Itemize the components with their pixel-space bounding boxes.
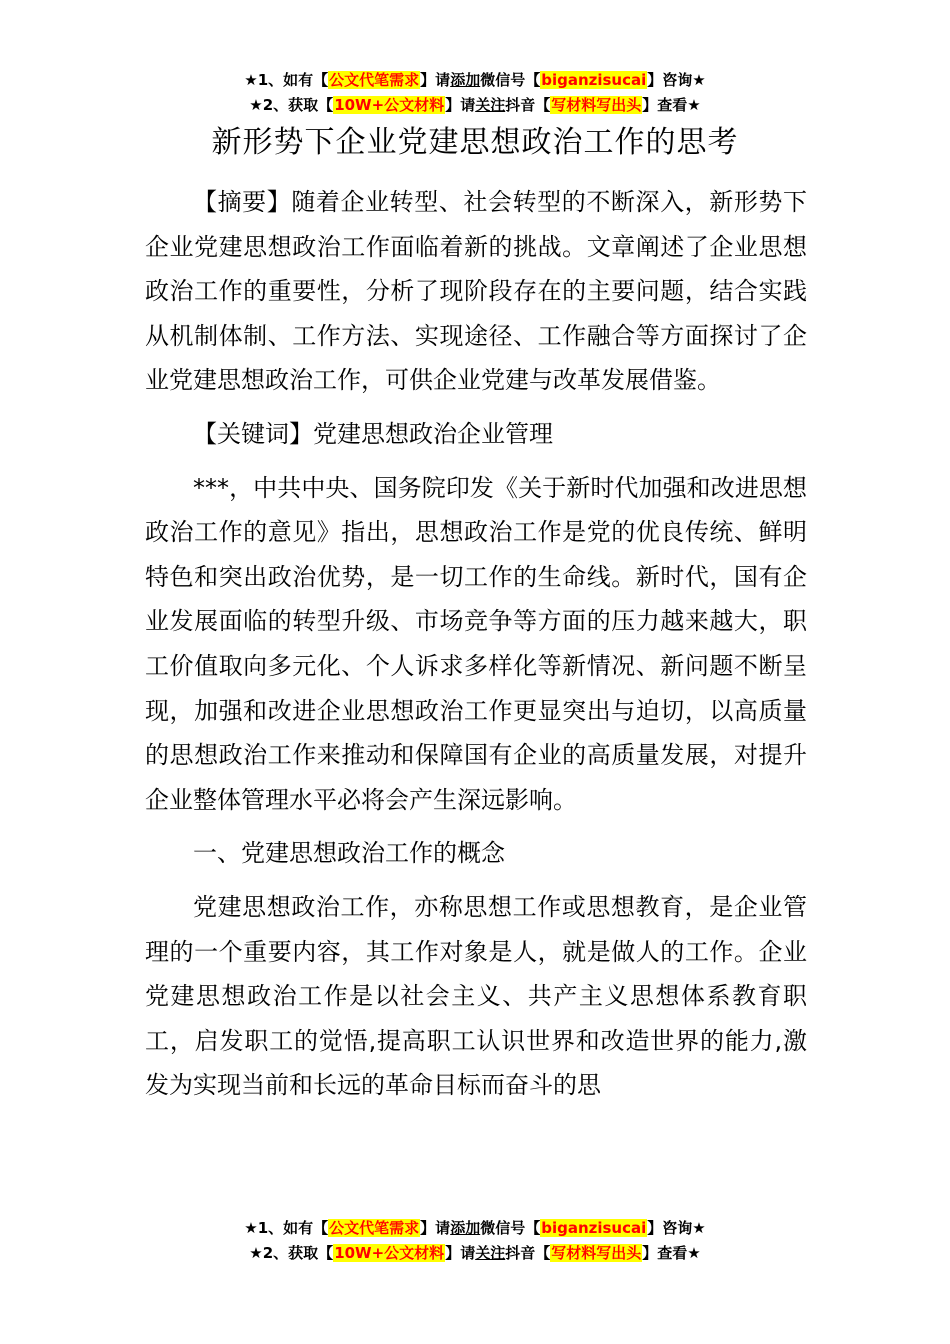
promo-text: ★2、获取【 bbox=[249, 1244, 334, 1262]
intro-paragraph: ***，中共中央、国务院印发《关于新时代加强和改进思想政治工作的意见》指出，思想政治工作是党的优良传统、鲜明特色和突出政治优势，是一切工作的生命线。新时代，国有企业发展面临的转型升级、市场竞争等方面的压力越来越大，职工价值取向多元化、个人诉求多样化等新情况、新问题不断呈现，加强和改进企业思想政治工作更显突出与迫切，以高质量的思想政治工作来推动和保障国有企业的高质量发展，对提升企业整体管理水平必将会产生深远影响。 bbox=[145, 473, 807, 814]
promo-highlight: 10W+公文材料 bbox=[334, 1244, 445, 1262]
section-heading: 一、党建思想政治工作的概念 bbox=[193, 839, 505, 868]
promo-text: 】请 bbox=[445, 1244, 476, 1262]
promo-highlight: 10W+公文材料 bbox=[334, 96, 445, 114]
promo-text: 】查看★ bbox=[642, 96, 701, 114]
section-body-paragraph: 党建思想政治工作，亦称思想工作或思想教育，是企业管理的一个重要内容，其工作对象是人，就是做人的工作。企业党建思想政治工作是以社会主义、共产主义思想体系教育职工，启发职工的觉悟,提高职工认识世界和改造世界的能力,激发为实现当前和长远的革命目标而奋斗的思 bbox=[145, 892, 807, 1100]
promo-text: 】咨询★ bbox=[647, 71, 706, 89]
promo-text: 】咨询★ bbox=[647, 1219, 706, 1237]
promo-text: 抖音【 bbox=[505, 96, 551, 114]
promo-line-1 bbox=[0, 1216, 950, 1241]
promo-douyin-id: 写材料写出头 bbox=[551, 96, 642, 114]
promo-footer bbox=[0, 1216, 950, 1266]
promo-highlight: 公文代笔需求 bbox=[329, 71, 420, 89]
document-body bbox=[145, 180, 807, 1108]
promo-wechat-id: biganzisucai bbox=[541, 71, 647, 89]
promo-douyin-id: 写材料写出头 bbox=[551, 1244, 642, 1262]
promo-highlight: 公文代笔需求 bbox=[329, 1219, 420, 1237]
promo-underline: 添加 bbox=[450, 1219, 481, 1237]
promo-text: ★1、如有【 bbox=[244, 71, 329, 89]
promo-text: 】请 bbox=[445, 96, 476, 114]
promo-header bbox=[0, 68, 950, 118]
promo-text: 】请 bbox=[420, 71, 451, 89]
promo-text: 抖音【 bbox=[505, 1244, 551, 1262]
promo-text: ★2、获取【 bbox=[249, 96, 334, 114]
keywords-paragraph: 【关键词】党建思想政治企业管理 bbox=[193, 419, 553, 448]
promo-line-1 bbox=[0, 68, 950, 93]
promo-text: 微信号【 bbox=[480, 71, 541, 89]
promo-wechat-id: biganzisucai bbox=[541, 1219, 647, 1237]
promo-line-2 bbox=[0, 93, 950, 118]
abstract-paragraph: 【摘要】随着企业转型、社会转型的不断深入，新形势下企业党建思想政治工作面临着新的挑战。文章阐述了企业思想政治工作的重要性，分析了现阶段存在的主要问题，结合实践从机制体制、工作方法、实现途径、工作融合等方面探讨了企业党建思想政治工作，可供企业党建与改革发展借鉴。 bbox=[145, 188, 807, 395]
promo-line-2 bbox=[0, 1241, 950, 1266]
document-title: 新形势下企业党建思想政治工作的思考 bbox=[211, 125, 739, 160]
promo-text: 】查看★ bbox=[642, 1244, 701, 1262]
promo-text: 微信号【 bbox=[480, 1219, 541, 1237]
promo-underline: 添加 bbox=[450, 71, 481, 89]
promo-underline: 关注 bbox=[475, 1244, 506, 1262]
promo-text: ★1、如有【 bbox=[244, 1219, 329, 1237]
promo-underline: 关注 bbox=[475, 96, 506, 114]
promo-text: 】请 bbox=[420, 1219, 451, 1237]
